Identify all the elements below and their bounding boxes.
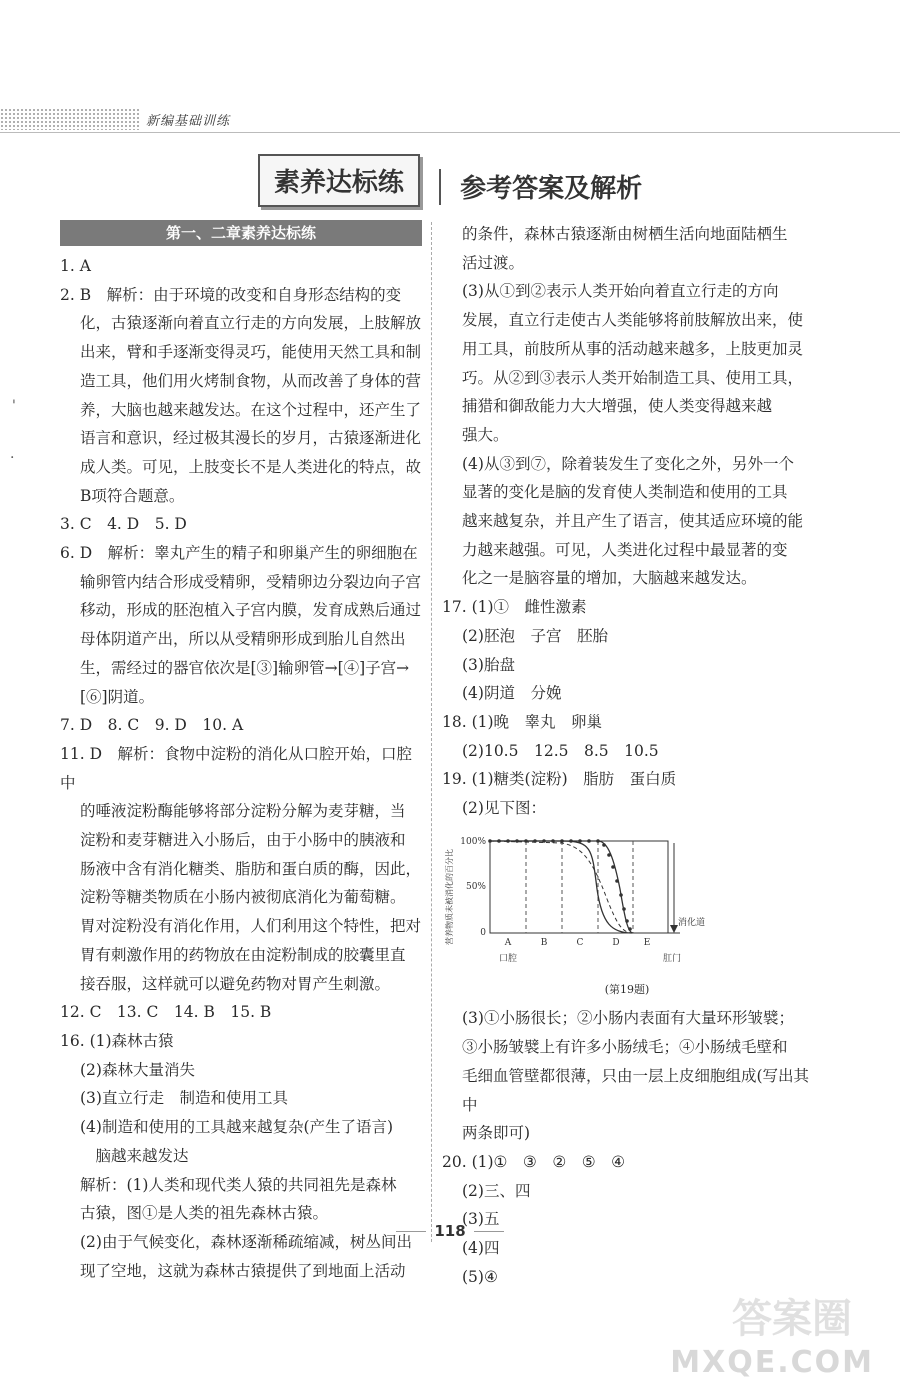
answer-line: 7. D 8. C 9. D 10. A (60, 716, 244, 735)
right-answer-lines-bottom (442, 1004, 812, 1291)
answer-line: (3)胎盘 (462, 655, 515, 674)
title-main-text: 参考答案及解析 (460, 174, 643, 204)
column-divider (431, 222, 432, 1242)
answer-line: (4)四 (462, 1239, 500, 1258)
answer-line: 巧。从②到③表示人类开始制造工具、使用工具， (462, 368, 804, 387)
answer-line: 11. D 解析：食物中淀粉的消化从口腔开始，口腔中 (60, 744, 413, 792)
margin-mark: ' (12, 398, 16, 414)
xsub-anus: 肛门 (662, 953, 682, 964)
chart-caption: (第19题) (604, 983, 650, 997)
dot-marker (560, 839, 564, 843)
answer-line: (3)五 (462, 1210, 500, 1229)
answer-line: (3)直立行走 制造和使用工具 (80, 1089, 288, 1108)
answer-line: 6. D 解析：睾丸产生的精子和卵巢产生的卵细胞在 (60, 544, 418, 563)
right-column (442, 220, 812, 1292)
xtick-c: C (576, 937, 584, 948)
answer-line: 发展，直立行走使古人类能够将前肢解放出来，使 (462, 311, 804, 330)
dot-marker (615, 879, 619, 883)
answer-line: 活过渡。 (462, 253, 525, 272)
answer-line: (2)胚泡 子宫 胚胎 (462, 626, 608, 645)
dot-marker (551, 839, 555, 843)
xtick-b: B (540, 937, 548, 948)
watermark-bottom-text: MXQE.COM (670, 1345, 874, 1380)
answer-line: 19. (1)糖类(淀粉) 脂肪 蛋白质 (442, 770, 677, 789)
xtick-a: A (504, 937, 512, 948)
answer-line: 20. (1)① ③ ② ⑤ ④ (442, 1152, 626, 1171)
answer-line: 18. (1)晚 睾丸 卵巢 (442, 712, 603, 731)
answer-line: 3. C 4. D 5. D (60, 515, 187, 534)
page-number-text: 118 (434, 1222, 466, 1240)
answer-line: 1. A (60, 257, 91, 275)
watermark-logo (670, 1296, 892, 1384)
watermark-top-text: 答案圈 (732, 1296, 852, 1342)
answer-line: 捕猎和御敌能力大大增强，使人类变得越来越 (462, 397, 773, 416)
answer-line: 胃有刺激作用的药物放在由淀粉制成的胶囊里直 (80, 945, 406, 964)
xtick-e: E (643, 937, 651, 948)
answer-line: 强大。 (462, 425, 509, 444)
header-rule (0, 132, 900, 133)
answer-line: [⑥]阴道。 (80, 687, 155, 706)
ytick-0: 0 (480, 927, 486, 938)
answer-line: 造工具，他们用火烤制食物，从而改善了身体的营 (80, 371, 422, 390)
answer-line: B项符合题意。 (80, 486, 185, 505)
answer-line: (4)从③到⑦，除着装发生了变化之外，另外一个 (462, 454, 794, 473)
answer-line: 生，需经过的器官依次是[③]输卵管→[④]子宫→ (80, 658, 410, 677)
answer-line: 养，大脑也越来越发达。在这个过程中，还产生了 (80, 400, 422, 419)
answer-line: 化，古猿逐渐向着直立行走的方向发展，上肢解放 (80, 314, 422, 333)
page-number-rule-right (474, 1231, 504, 1232)
digestion-chart-svg (442, 829, 706, 969)
answer-line: 用工具，前肢所从事的活动越来越多，上肢更加灵 (462, 339, 804, 358)
dot-marker (628, 927, 632, 931)
ytick-50: 50% (465, 881, 486, 892)
answer-line: (2)10.5 12.5 8.5 10.5 (462, 741, 659, 760)
answer-line: 2. B 解析：由于环境的改变和自身形态结构的变 (60, 285, 402, 304)
title-boxed-text: 素养达标练 (258, 154, 420, 207)
answer-line: 古猿，图①是人类的祖先森林古猿。 (80, 1204, 329, 1223)
dot-marker (622, 907, 626, 911)
dot-marker (596, 839, 600, 843)
answer-line: 淀粉和麦芽糖进入小肠后，由于小肠中的胰液和 (80, 831, 406, 850)
chart-ylabel: 营养物质未被消化的百分比 (445, 848, 454, 945)
answer-line: 移动，形成的胚泡植入子宫内膜，发育成熟后通过 (80, 601, 422, 620)
dot-marker (524, 839, 528, 843)
page-title (0, 154, 900, 207)
dot-marker (578, 839, 582, 843)
answer-line: ③小肠皱襞上有许多小肠绒毛；④小肠绒毛壁和 (462, 1038, 788, 1057)
answer-line: 解析：(1)人类和现代类人猿的共同祖先是森林 (80, 1175, 397, 1194)
header-dot-pattern (0, 108, 140, 130)
answer-line: 12. C 13. C 14. B 15. B (60, 1003, 272, 1022)
dot-marker (506, 839, 510, 843)
dot-marker (533, 839, 537, 843)
answer-line: 脑越来越发达 (80, 1146, 189, 1165)
header-label: 新编基础训练 (146, 114, 231, 129)
chart-plot-frame (490, 841, 668, 933)
page-number (0, 1222, 900, 1240)
digestion-chart (442, 829, 812, 999)
page-number-rule-left (396, 1231, 426, 1232)
answer-line: 胃对淀粉没有消化作用，人们利用这个特性，把对 (80, 917, 422, 936)
dot-marker (569, 839, 573, 843)
answer-line: 输卵管内结合形成受精卵，受精卵边分裂边向子宫 (80, 572, 422, 591)
answer-line: 17. (1)① 雌性激素 (442, 598, 587, 617)
answer-line: 成人类。可见，上肢变长不是人类进化的特点，故 (80, 457, 422, 476)
dot-marker (542, 839, 546, 843)
dot-marker (497, 839, 501, 843)
answer-line: 毛细血管壁都很薄，只由一层上皮细胞组成(写出其中 (462, 1066, 810, 1114)
answer-line: 接吞服，这样就可以避免药物对胃产生刺激。 (80, 974, 391, 993)
margin-mark: · (10, 450, 15, 466)
dot-marker (587, 839, 591, 843)
dot-marker (619, 893, 623, 897)
xsub-mouth: 口腔 (498, 953, 518, 964)
right-answer-lines-top (442, 220, 812, 823)
answer-line: 的条件，森林古猿逐渐由树栖生活向地面陆栖生 (462, 225, 788, 243)
ytick-100: 100% (460, 836, 486, 847)
answer-line: 16. (1)森林古猿 (60, 1031, 174, 1050)
answer-line: (4)制造和使用的工具越来越复杂(产生了语言) (80, 1118, 394, 1137)
answer-line: 的唾液淀粉酶能够将部分淀粉分解为麦芽糖，当 (80, 802, 406, 821)
left-column (60, 220, 422, 1285)
answer-line: 淀粉等糖类物质在小肠内被彻底消化为葡萄糖。 (80, 888, 406, 907)
answer-line: 力越来越强。可见，人类进化过程中最显著的变 (462, 540, 788, 559)
answer-line: (2)三、四 (462, 1181, 531, 1200)
answer-line: 显著的变化是脑的发育使人类制造和使用的工具 (462, 483, 788, 502)
dot-marker (611, 865, 615, 869)
answer-line: (2)由于气候变化，森林逐渐稀疏缩减，树丛间出 (80, 1232, 412, 1251)
answer-line: (4)阴道 分娩 (462, 684, 562, 703)
answer-line: 现了空地，这就为森林古猿提供了到地面上活动 (80, 1261, 406, 1280)
answer-line: 肠液中含有消化糖类、脂肪和蛋白质的酶，因此， (80, 859, 422, 878)
answer-line: 出来，臂和手逐渐变得灵巧，能使用天然工具和制 (80, 343, 422, 362)
xtick-d: D (612, 937, 620, 948)
answer-line: 两条即可) (462, 1124, 531, 1143)
left-answer-lines (60, 252, 422, 1285)
dot-marker (607, 853, 611, 857)
answer-line: 母体阴道产出，所以从受精卵形成到胎儿自然出 (80, 630, 406, 649)
dot-marker (625, 919, 629, 923)
answer-line: 越来越复杂，并且产生了语言，使其适应环境的能 (462, 512, 804, 531)
section-heading: 第一、二章素养达标练 (60, 220, 422, 246)
answer-line: (2)见下图： (462, 799, 546, 818)
dot-marker (602, 843, 606, 847)
answer-line: (2)森林大量消失 (80, 1060, 195, 1079)
answer-line: (5)④ (462, 1267, 498, 1286)
digestive-arrow-head (670, 925, 678, 933)
answer-line: (3)从①到②表示人类开始向着直立行走的方向 (462, 282, 779, 301)
dot-marker (488, 839, 492, 843)
title-separator (439, 169, 441, 205)
dot-marker (515, 839, 519, 843)
answer-line: (3)①小肠很长；②小肠内表面有大量环形皱襞； (462, 1009, 794, 1028)
answer-line: 化之一是脑容量的增加，大脑越来越发达。 (462, 569, 757, 588)
answer-line: 语言和意识，经过极其漫长的岁月，古猿逐渐进化 (80, 429, 422, 448)
arrow-label: 消化道 (678, 917, 706, 928)
